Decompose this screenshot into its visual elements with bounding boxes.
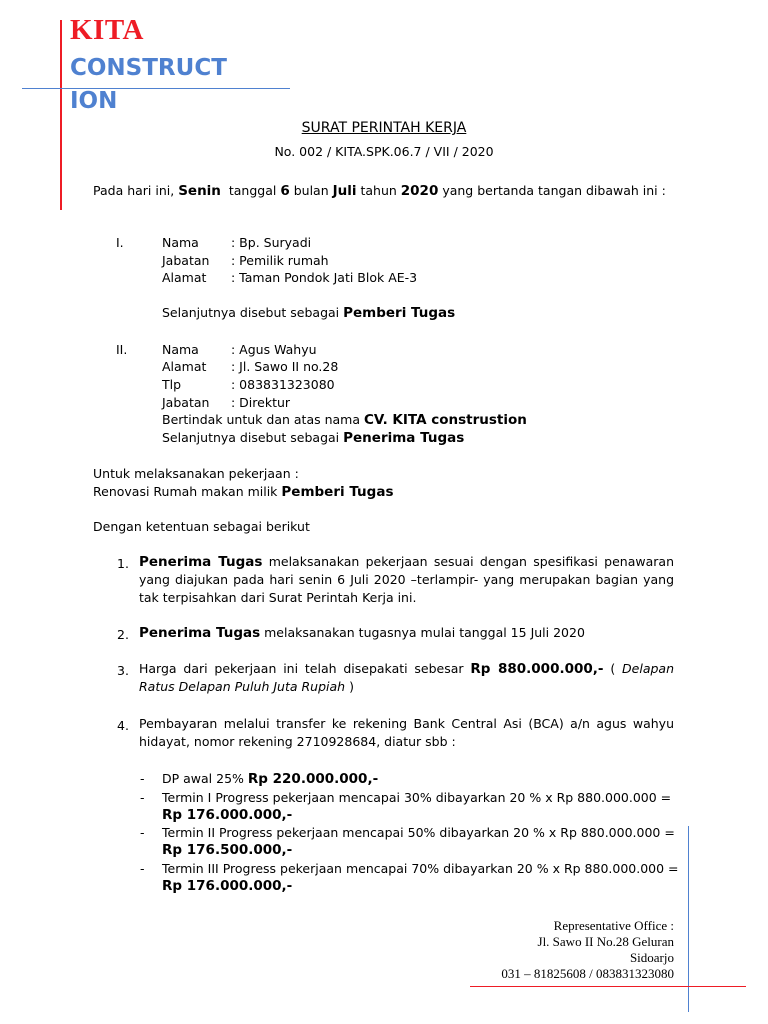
payment-3-text: Termin II Progress pekerjaan mencapai 50% dibayarkan 20 % x Rp 880.000.000 =	[162, 825, 675, 840]
intro-text-5: yang bertanda tangan dibawah ini :	[438, 183, 666, 198]
task-line-1: Untuk melaksanakan pekerjaan :	[93, 466, 299, 481]
party1-address-value: : Taman Pondok Jati Blok AE-3	[231, 270, 418, 285]
party2-company: CV. KITA construstion	[363, 412, 527, 428]
payment-1	[162, 771, 378, 787]
footer-street: Jl. Sawo II No.28 Geluran	[537, 934, 674, 949]
logo-red-vertical-rule	[60, 20, 62, 210]
term-3-number: 3.	[117, 663, 129, 678]
party2-name-value: : Agus Wahyu	[231, 342, 317, 357]
footer-red-horizontal-rule	[470, 986, 746, 987]
document-title: SURAT PERINTAH KERJA	[301, 120, 467, 136]
party2-designation	[162, 430, 464, 446]
payment-2-dash: -	[140, 790, 145, 805]
party2-designation-prefix: Selanjutnya disebut sebagai	[162, 430, 344, 445]
party2-address-label: Alamat	[162, 359, 207, 374]
party2-position-value: : Direktur	[231, 395, 291, 410]
party1-position-label: Jabatan	[162, 253, 210, 268]
term-2-text	[139, 624, 674, 642]
term-2-body: melaksanakan tugasnya mulai tanggal 15 Juli 2020	[260, 625, 585, 640]
intro-text-4: tahun	[356, 183, 401, 198]
party1-position-value: : Pemilik rumah	[231, 253, 329, 268]
term-1-bold: Penerima Tugas	[139, 554, 263, 570]
footer-blue-vertical-rule	[688, 826, 689, 1012]
term-3-price: Rp 880.000.000,-	[470, 661, 604, 677]
party2-roman: II.	[116, 342, 128, 357]
party1-name-label: Nama	[162, 235, 199, 250]
term-2-number: 2.	[117, 627, 129, 642]
payment-4-text: Termin III Progress pekerjaan mencapai 70% dibayarkan 20 % x Rp 880.000.000 =	[162, 861, 679, 876]
payment-3-dash: -	[140, 825, 145, 840]
intro-date: 6	[280, 183, 290, 199]
party2-address-value: : Jl. Sawo II no.28	[231, 359, 339, 374]
footer-office-label: Representative Office :	[553, 918, 674, 933]
payment-1-text: DP awal 25%	[162, 771, 248, 786]
term-1-body: melaksanakan pekerjaan sesuai dengan spesifikasi penawaran yang diajukan pada hari senin 6 Juli 2020 –terlampir- yang merupakan bagian yang tak terpisahkan dari Surat Perintah Kerja ini.	[139, 554, 674, 605]
term-4-text: Pembayaran melalui transfer ke rekening Bank Central Asi (BCA) a/n agus wahyu hidayat, nomor rekening 2710928684, diatur sbb :	[139, 716, 674, 749]
term-3-paren-close: )	[345, 679, 354, 694]
term-1-number: 1.	[117, 556, 129, 571]
logo-ion: ION	[70, 88, 118, 114]
intro-text-2: tanggal	[220, 183, 281, 198]
party2-phone-value: : 083831323080	[231, 377, 335, 392]
term-2-bold: Penerima Tugas	[139, 625, 261, 641]
party2-acting-prefix: Bertindak untuk dan atas nama	[162, 412, 364, 427]
term-4-number: 4.	[117, 718, 129, 733]
party1-name-value: : Bp. Suryadi	[231, 235, 312, 250]
term-3-price-words: Delapan Ratus Delapan Puluh Juta Rupiah	[139, 661, 674, 694]
party1-designation-name: Pemberi Tugas	[343, 305, 456, 321]
payment-1-dash: -	[140, 771, 145, 786]
party2-name-label: Nama	[162, 342, 199, 357]
footer-city: Sidoarjo	[629, 950, 674, 965]
footer-phone: 031 – 81825608 / 083831323080	[501, 966, 674, 981]
party1-roman: I.	[116, 235, 124, 250]
payment-2-amount: Rp 176.000.000,-	[162, 807, 293, 823]
term-1-text	[139, 553, 674, 607]
document-number: No. 002 / KITA.SPK.06.7 / VII / 2020	[274, 144, 494, 159]
intro-text-1: Pada hari ini,	[93, 183, 179, 198]
intro-text-3: bulan	[289, 183, 333, 198]
task-owner: Pemberi Tugas	[281, 484, 394, 500]
payment-2-text: Termin I Progress pekerjaan mencapai 30% dibayarkan 20 % x Rp 880.000.000 =	[162, 790, 672, 805]
task-line-2	[93, 484, 393, 500]
party1-address-label: Alamat	[162, 270, 207, 285]
payment-4-amount: Rp 176.000.000,-	[162, 878, 293, 894]
payment-4-dash: -	[140, 861, 145, 876]
logo-blue-horizontal-rule	[22, 88, 290, 89]
footer-address-block	[501, 918, 674, 982]
terms-intro: Dengan ketentuan sebagai berikut	[93, 519, 310, 534]
intro-day: Senin	[178, 183, 221, 199]
logo-construct: CONSTRUCT	[70, 55, 227, 81]
payment-1-amount: Rp 220.000.000,-	[247, 771, 379, 787]
term-3-body: Harga dari pekerjaan ini telah disepakati sebesar	[139, 661, 471, 676]
party1-designation-prefix: Selanjutnya disebut sebagai	[162, 305, 344, 320]
term-3-text	[139, 660, 674, 696]
party2-phone-label: Tlp	[162, 377, 182, 392]
party2-acting	[162, 412, 527, 428]
party1-designation	[162, 305, 455, 321]
party2-designation-name: Penerima Tugas	[343, 430, 465, 446]
intro-year: 2020	[400, 183, 439, 199]
task-line-2-prefix: Renovasi Rumah makan milik	[93, 484, 282, 499]
term-3-paren-open: (	[603, 661, 623, 676]
intro-paragraph	[93, 183, 666, 199]
logo-kita: KITA	[70, 14, 144, 46]
payment-3-amount: Rp 176.500.000,-	[162, 842, 293, 858]
intro-month: Juli	[332, 183, 357, 199]
party2-position-label: Jabatan	[162, 395, 210, 410]
